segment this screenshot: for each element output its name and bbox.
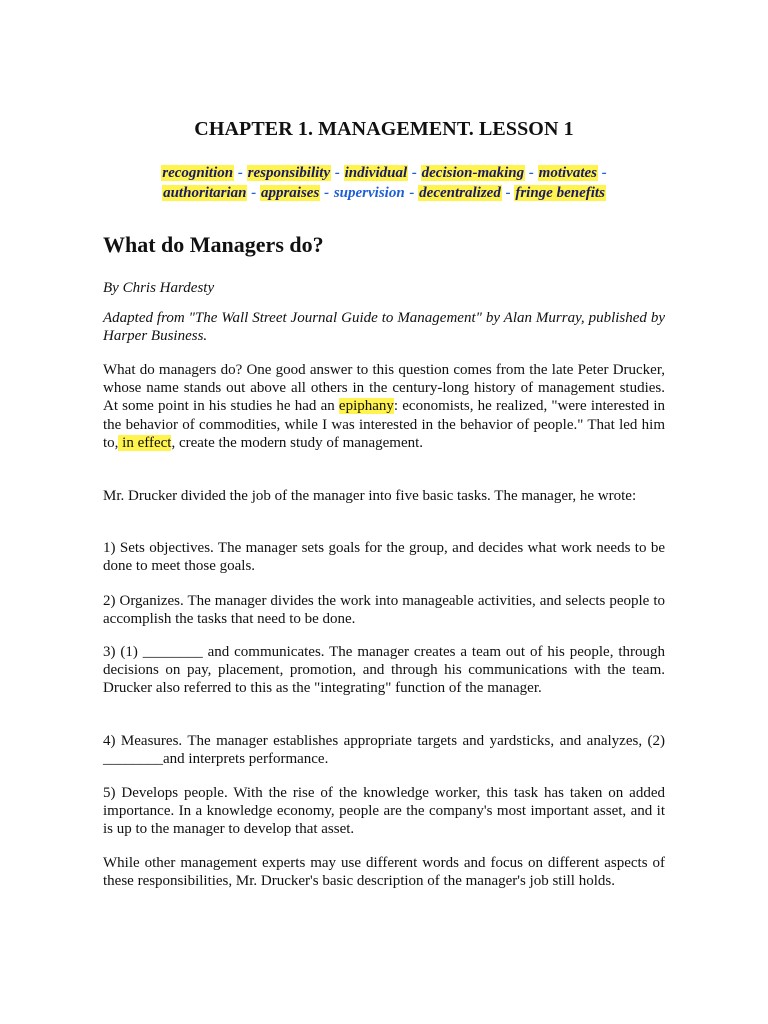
vocab-word: authoritarian [163,184,247,201]
vocab-separator: - [408,165,421,181]
paragraph-conclusion: While other management experts may use different words and focus on different aspects of these responsibilities, Mr. Drucker's basic description of the manager's job still holds. [103,855,665,890]
vocab-separator: - [501,184,515,201]
vocab-word: responsibility [247,165,331,181]
vocab-word: motivates [538,165,597,181]
vocab-separator: - [405,184,419,201]
vocab-word: decision-making [421,165,525,181]
vocab-separator: - [320,184,333,201]
vocab-separator: - [234,165,247,181]
vocab-word: fringe benefits [515,184,605,201]
highlighted-term-in-effect: in effect [118,434,172,451]
byline: By Chris Hardesty [103,280,215,296]
paragraph-task-1: 1) Sets objectives. The manager sets goals for the group, and decides what work needs to be done to meet those goals. [103,540,665,575]
vocabulary-list [0,164,768,203]
vocab-word: appraises [260,184,320,201]
paragraph-1 [103,361,665,452]
paragraph-1-text-b: : economists, he realized, "were interested in the behavior of commodities, while I was interested in the behavior of people." That led him to, [103,398,665,451]
vocab-word: recognition [162,165,234,181]
paragraph-1-text-a: What do managers do? One good answer to this question comes from the late Peter Drucker, whose name stands out above all others in the century-long history of management studies. At some point in his studies he had an [103,362,665,415]
paragraph-1-text-c: , create the modern study of management. [171,434,424,451]
vocab-separator: - [331,165,344,181]
vocab-word: individual [344,165,408,181]
highlighted-term-epiphany: epiphany [338,398,394,415]
paragraph-task-4: 4) Measures. The manager establishes appropriate targets and yardsticks, and analyzes, (2) ________and interprets performance. [103,733,665,768]
article-heading: What do Managers do? [103,232,324,257]
vocab-word: decentralized [419,184,501,201]
vocab-separator: - [597,165,607,181]
vocab-separator: - [247,184,260,201]
vocab-separator: - [525,165,538,181]
paragraph-task-2: 2) Organizes. The manager divides the work into manageable activities, and selects people to accomplish the tasks that need to be done. [103,593,665,628]
paragraph-task-3: 3) (1) ________ and communicates. The manager creates a team out of his people, through decisions on pay, placement, promotion, and through his communications with the team. Drucker also referred to this as the "integrating" function of the manager. [103,644,665,697]
vocabulary-line-1 [0,164,768,184]
paragraph-2: Mr. Drucker divided the job of the manager into five basic tasks. The manager, he wrote: [103,488,637,504]
chapter-title: CHAPTER 1. MANAGEMENT. LESSON 1 [194,118,574,140]
vocabulary-line-2 [0,184,768,204]
source-attribution: Adapted from "The Wall Street Journal Guide to Management" by Alan Murray, published by Harper Business. [103,310,665,345]
paragraph-task-5: 5) Develops people. With the rise of the knowledge worker, this task has taken on added importance. In a knowledge economy, people are the company's most important asset, and it is up to the manager to develop that asset. [103,785,665,838]
vocab-word: supervision [333,184,405,201]
